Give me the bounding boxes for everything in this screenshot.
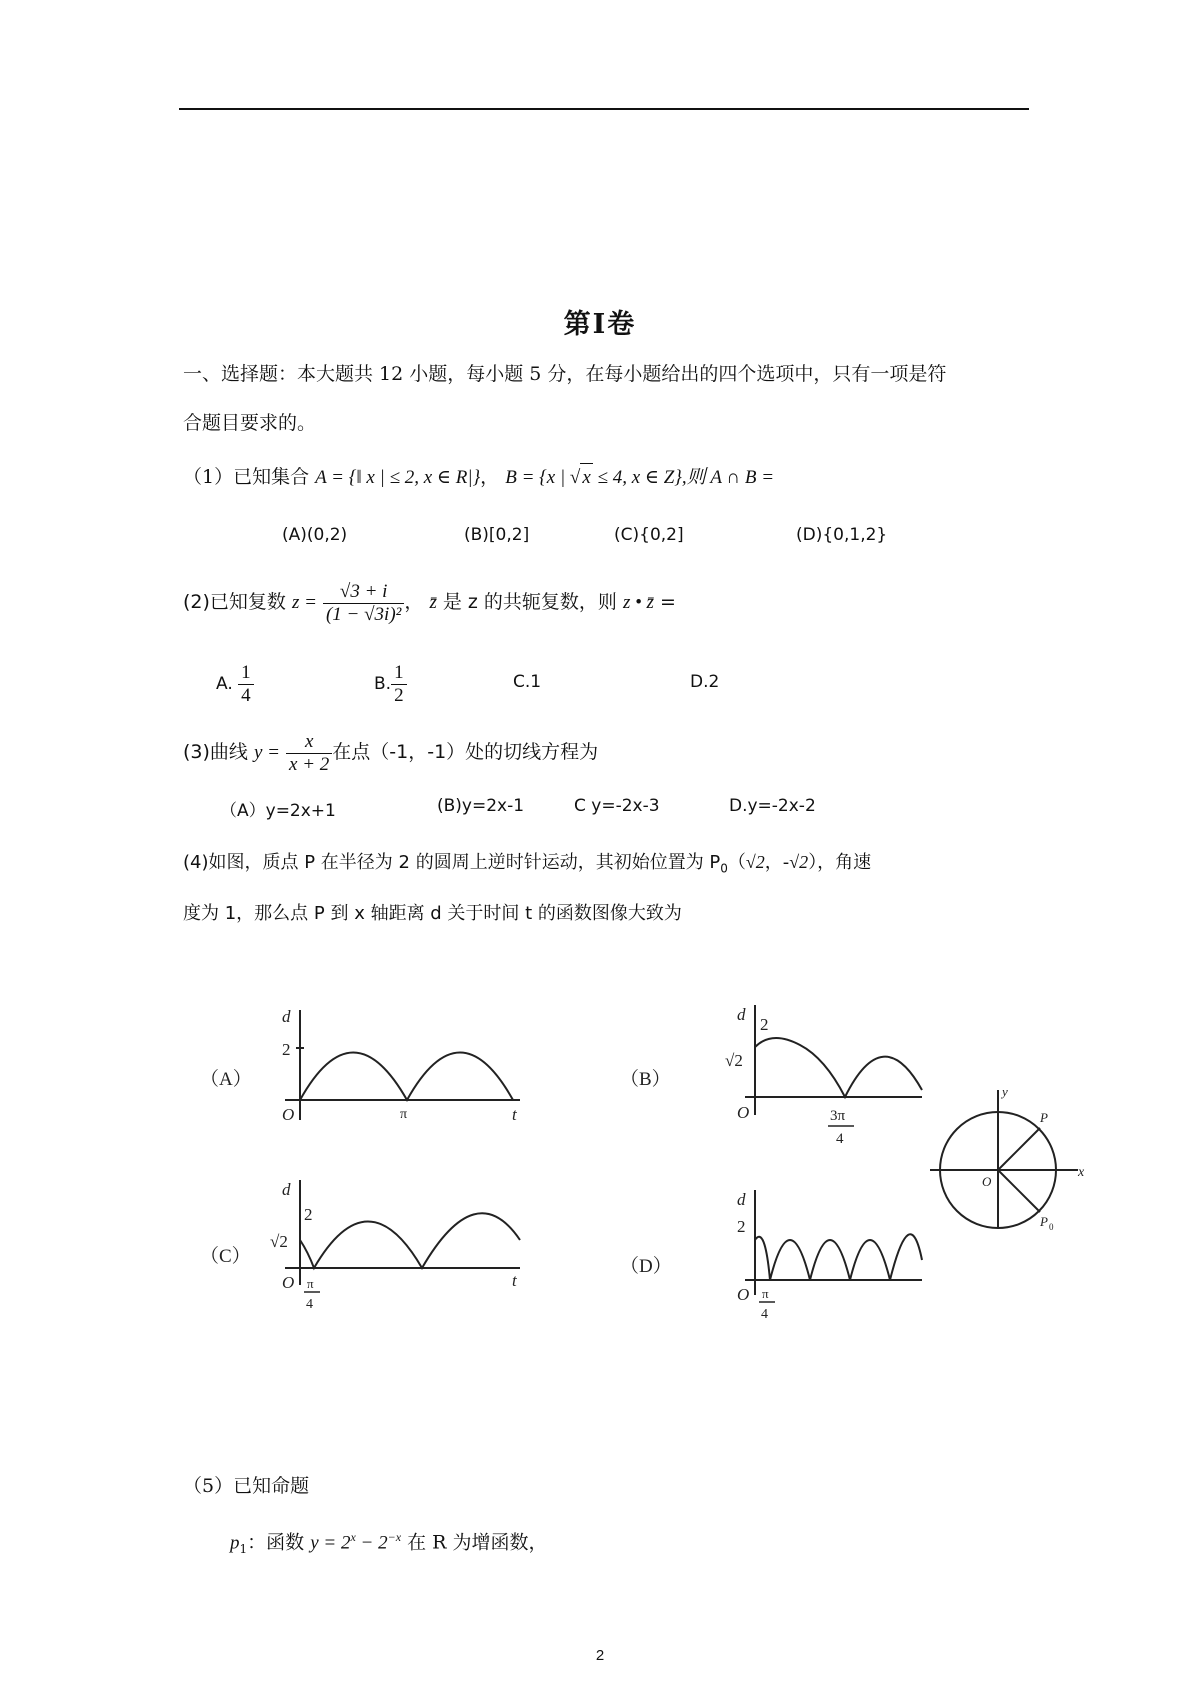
graph-b-3pi: 3π	[830, 1108, 846, 1124]
q2-option-a-frac	[238, 662, 254, 707]
circle-p0-label: P	[1040, 1214, 1048, 1229]
q5-p1-sub: 1	[239, 1542, 248, 1557]
circle-x-label: x	[1078, 1165, 1085, 1180]
graph-c-pi: π	[307, 1276, 314, 1291]
q1-option-c: (C){0,2]	[614, 525, 684, 545]
radius-p0	[998, 1170, 1040, 1212]
graph-d-axis-d: d	[737, 1190, 746, 1209]
graph-b-axis-d: d	[737, 1005, 746, 1024]
circle-p0-sub: 0	[1049, 1222, 1054, 1232]
question-4-line-1	[183, 848, 1033, 883]
graph-a-curve	[300, 1053, 513, 1101]
question-1: （1）已知集合 A = {‖ x | ≤ 2, x ∈ R|}， B = {x | √ x ≤ 4, x ∈ Z},则 A ∩ B =	[183, 463, 1033, 492]
q1-option-b: (B)[0,2]	[464, 525, 530, 545]
q3-option-a: （A）y=2x+1	[220, 801, 336, 821]
q3-numerator: x	[304, 730, 314, 752]
q3-prefix: (3)曲线	[183, 741, 248, 763]
q4-line1-a: (4)如图，质点 P 在半径为 2 的圆周上逆时针运动，其初始位置为 P	[183, 852, 721, 873]
q1-sep: ，	[480, 466, 500, 488]
q4-line1-d: ），角速	[808, 852, 872, 873]
page-number: 2	[595, 1647, 605, 1664]
q2-prefix: (2)已知复数	[183, 591, 286, 613]
graph-c-two: 2	[304, 1205, 313, 1224]
q2-option-b-label: B.	[374, 674, 392, 694]
graph-c-axis-d: d	[282, 1180, 291, 1199]
q1-prefix: （1）已知集合	[183, 466, 310, 488]
q3-option-d: D.y=-2x-2	[729, 796, 816, 816]
q5-p1-exp1: x	[350, 1530, 356, 1544]
circle-origin-label: O	[982, 1174, 992, 1189]
q2-fraction	[323, 581, 404, 626]
graph-d-label: （D）	[620, 1256, 672, 1277]
q2-option-b-frac	[391, 662, 407, 707]
graph-d	[745, 1190, 922, 1295]
section-title: 第Ⅰ卷	[563, 309, 637, 340]
q3-y-eq: y =	[253, 742, 280, 763]
header-rule	[179, 108, 1029, 110]
intro-line-2: 合题目要求的。	[183, 412, 317, 434]
q3-option-b: (B)y=2x-1	[437, 796, 525, 816]
question-2	[183, 578, 1033, 627]
q3-option-c: C y=-2x-3	[574, 796, 660, 816]
q5-p1-func: y = 2	[310, 1532, 351, 1554]
q4-coord-1: √2	[745, 852, 765, 872]
q5-p1-label: p	[230, 1532, 240, 1554]
q1-set-b-pre: B = {x |	[505, 467, 570, 488]
q2-option-b-num: 1	[394, 661, 404, 683]
graph-a-label: （A）	[200, 1069, 252, 1090]
graph-c	[285, 1180, 520, 1285]
radius-p	[998, 1128, 1040, 1170]
q2-denominator: (1 − √3i)²	[323, 603, 404, 626]
q2-option-a-num: 1	[241, 661, 251, 683]
graph-b-label: （B）	[620, 1069, 671, 1090]
graph-b-four: 4	[836, 1131, 844, 1147]
graph-d-pi: π	[762, 1286, 769, 1301]
q4-p0-sub: 0	[720, 861, 728, 876]
graph-b-root2: √2	[725, 1051, 743, 1070]
q2-tail: =	[653, 591, 676, 613]
graph-a-two: 2	[282, 1040, 291, 1059]
q2-z-eq: z =	[291, 592, 317, 613]
q2-mid: ，	[404, 591, 424, 613]
q4-figure	[200, 990, 1100, 1370]
graph-d-origin: O	[737, 1285, 750, 1304]
circle-y-label: y	[1002, 1084, 1008, 1099]
q5-p1-tail: 在 R 为增函数，	[401, 1531, 548, 1554]
q2-product: z • z̄	[622, 592, 654, 613]
q2-option-a	[216, 660, 254, 708]
q2-zbar: z̄	[429, 592, 437, 613]
q4-coord-2: √2	[789, 852, 809, 872]
graph-a	[285, 1010, 520, 1120]
q2-option-a-den: 4	[238, 684, 254, 707]
graph-c-root2: √2	[270, 1232, 288, 1251]
graph-c-curve	[300, 1213, 520, 1268]
graph-d-four: 4	[761, 1307, 768, 1322]
graph-d-curve	[755, 1234, 922, 1280]
graph-a-origin: O	[282, 1105, 295, 1124]
graph-a-axis-d: d	[282, 1007, 291, 1026]
q5-p1-colon: ：函数	[247, 1531, 305, 1554]
question-5-line-1: （5）已知命题	[183, 1475, 310, 1497]
graph-c-axis-t: t	[512, 1271, 517, 1290]
circle-p-label: P	[1040, 1110, 1048, 1125]
intro-line-1: 一、选择题：本大题共 12 小题，每小题 5 分，在每小题给出的四个选项中，只有一项是符	[183, 363, 947, 385]
graph-a-pi: π	[400, 1107, 408, 1122]
graph-b-curve	[755, 1038, 922, 1097]
q5-p1-minus: − 2	[355, 1532, 388, 1554]
q5-p1-exp2: −x	[387, 1530, 402, 1544]
graph-c-origin: O	[282, 1273, 295, 1292]
q1-set-b-rad: x	[580, 463, 592, 492]
q4-line1-b: （	[727, 852, 746, 873]
graph-c-label: （C）	[200, 1246, 251, 1267]
q2-option-b	[374, 660, 407, 708]
graph-c-four: 4	[306, 1297, 313, 1312]
graph-a-axis-t: t	[512, 1105, 517, 1124]
q1-tail: ,则 A ∩ B =	[681, 467, 775, 488]
circle-diagram	[930, 1090, 1078, 1228]
question-5-p1	[230, 1523, 1080, 1563]
q4-figure-svg	[200, 990, 1100, 1370]
q3-fraction	[286, 731, 332, 776]
q3-tail: 在点（-1，-1）处的切线方程为	[332, 741, 599, 763]
question-3	[183, 728, 1033, 777]
graph-b-two: 2	[760, 1015, 769, 1034]
q1-option-a: (A)(0,2)	[282, 525, 348, 545]
q4-line1-c: ，-	[764, 852, 790, 873]
q1-set-a: A = {‖ x | ≤ 2, x ∈ R|}	[315, 467, 481, 488]
q2-mid2: 是 z 的共轭复数，则	[436, 591, 617, 613]
q2-option-a-label: A.	[216, 674, 233, 694]
q2-option-d: D.2	[690, 672, 720, 692]
graph-d-two: 2	[737, 1217, 746, 1236]
graph-b-origin: O	[737, 1103, 750, 1122]
q2-option-b-den: 2	[391, 684, 407, 707]
graph-b	[745, 1005, 922, 1115]
q2-numerator: √3 + i	[339, 580, 388, 602]
q1-set-b-post: ≤ 4, x ∈ Z}	[592, 467, 682, 488]
q1-option-d: (D){0,1,2}	[796, 525, 888, 545]
q3-denominator: x + 2	[286, 753, 332, 776]
q2-option-c: C.1	[513, 672, 542, 692]
question-4-line-2: 度为 1，那么点 P 到 x 轴距离 d 关于时间 t 的函数图像大致为	[183, 903, 682, 924]
